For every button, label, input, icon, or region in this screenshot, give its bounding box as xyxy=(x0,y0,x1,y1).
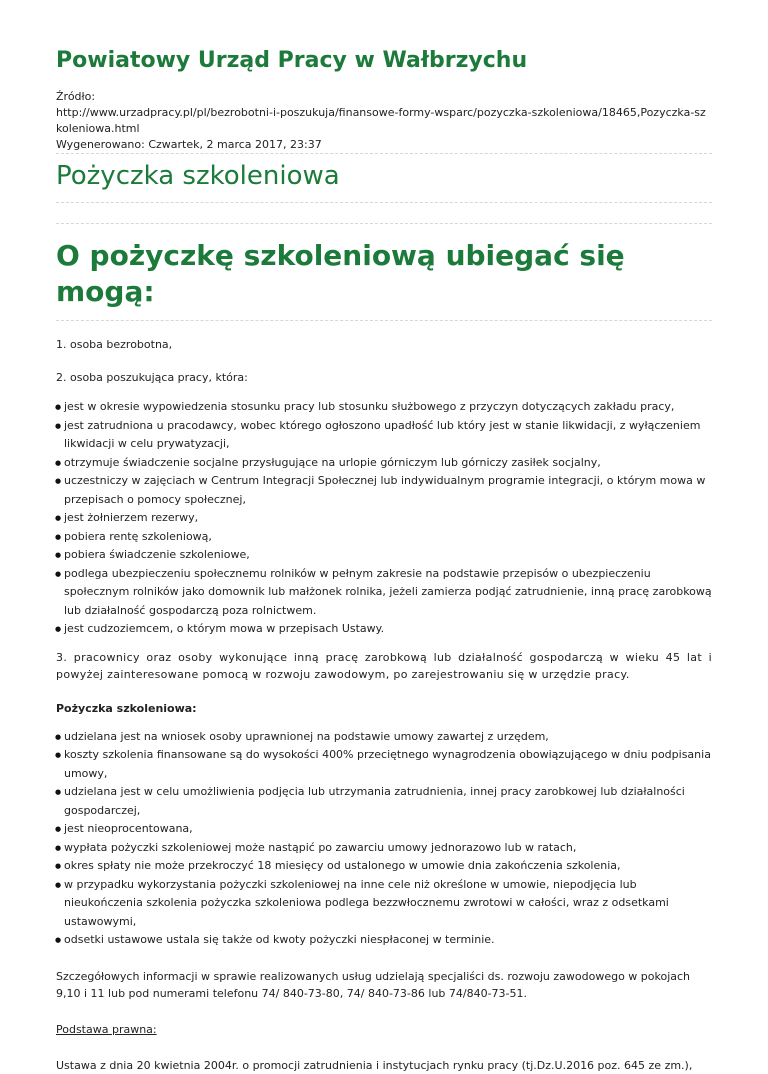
list-item: ● uczestniczy w zajęciach w Centrum Integracji Społecznej lub indywidualnym programie integracji, o którym mowa w przepisach o pomocy społecznej, xyxy=(56,472,712,509)
job-seeker-conditions-list xyxy=(56,398,712,639)
list-item: ● podlega ubezpieczeniu społecznemu rolników w pełnym zakresie na podstawie przepisów o ubezpieczeniu społecznym rolników jako domownik lub małżonek rolnika, jeżeli zamierza podjąć zatrudnienie, inną pracę zarobkową lub działalność gospodarczą poza rolnictwem. xyxy=(56,565,712,621)
source-label: Źródło: xyxy=(56,90,96,104)
list-item: ● jest nieoprocentowana, xyxy=(56,820,712,839)
loan-terms-list xyxy=(56,728,712,950)
divider xyxy=(56,153,712,154)
source-url: http://www.urzadpracy.pl/pl/bezrobotni-i-poszukuja/finansowe-formy-wsparc/pozyczka-szkoleniowa/18465,Pozyczka-szkoleniowa.html xyxy=(56,106,706,136)
eligible-item-2: 2. osoba poszukująca pracy, która: xyxy=(56,371,248,385)
list-item: ● okres spłaty nie może przekroczyć 18 miesięcy od ustalonego w umowie dnia zakończenia szkolenia, xyxy=(56,857,712,876)
divider xyxy=(56,202,712,203)
article-title: Pożyczka szkoleniowa xyxy=(56,161,340,192)
list-item: ● jest w okresie wypowiedzenia stosunku pracy lub stosunku służbowego z przyczyn dotyczących zakładu pracy, xyxy=(56,398,712,417)
list-item: ● w przypadku wykorzystania pożyczki szkoleniowej na inne cele niż określone w umowie, niepodjęcia lub nieukończenia szkolenia pożyczka szkoleniowa podlega bezzwłocznemu zwrotowi w całości, wraz z odsetkami ustawowymi, xyxy=(56,876,712,932)
list-item: ● jest żołnierzem rezerwy, xyxy=(56,509,712,528)
eligible-item-3: 3. pracownicy oraz osoby wykonujące inną pracę zarobkową lub działalność gospodarczą w wieku 45 lat i powyżej zainteresowane pomocą w rozwoju zawodowym, po zarejestrowaniu się w urzędzie pracy. xyxy=(56,650,712,681)
list-item: ● jest zatrudniona u pracodawcy, wobec którego ogłoszono upadłość lub który jest w stanie likwidacji, z wyłączeniem likwidacji w celu prywatyzacji, xyxy=(56,417,712,454)
list-item: ● otrzymuje świadczenie socjalne przysługujące na urlopie górniczym lub górniczy zasiłek socjalny, xyxy=(56,454,712,473)
list-item: ● udzielana jest w celu umożliwienia podjęcia lub utrzymania zatrudnienia, innej pracy zarobkowej lub działalności gospodarczej, xyxy=(56,783,712,820)
list-item: ● pobiera rentę szkoleniową, xyxy=(56,528,712,547)
section-heading: O pożyczkę szkoleniową ubiegać się mogą: xyxy=(56,239,625,309)
site-title: Powiatowy Urząd Pracy w Wałbrzychu xyxy=(56,48,528,73)
list-item: ● koszty szkolenia finansowane są do wysokości 400% przeciętnego wynagrodzenia obowiązującego w dniu podpisania umowy, xyxy=(56,746,712,783)
list-item: ● udzielana jest na wniosek osoby uprawnionej na podstawie umowy zawartej z urzędem, xyxy=(56,728,712,747)
list-item: ● odsetki ustawowe ustala się także od kwoty pożyczki niespłaconej w terminie. xyxy=(56,931,712,950)
legal-basis-label: Podstawa prawna: xyxy=(56,1022,157,1036)
loan-label: Pożyczka szkoleniowa: xyxy=(56,701,197,715)
eligible-item-1: 1. osoba bezrobotna, xyxy=(56,338,173,352)
list-item: ● wypłata pożyczki szkoleniowej może nastąpić po zawarciu umowy jednorazowo lub w ratach, xyxy=(56,839,712,858)
legal-basis-text: Ustawa z dnia 20 kwietnia 2004r. o promocji zatrudnienia i instytucjach rynku pracy (tj.Dz.U.2016 poz. 645 ze zm.), xyxy=(56,1058,693,1072)
generated-date: Wygenerowano: Czwartek, 2 marca 2017, 23:37 xyxy=(56,138,322,152)
divider xyxy=(56,223,712,224)
document-meta xyxy=(56,89,712,153)
contact-info: Szczegółowych informacji w sprawie realizowanych usług udzielają specjaliści ds. rozwoju zawodowego w pokojach 9,10 i 11 lub pod numerami telefonu 74/ 840-73-80, 74/ 840-73-86 lub 74/840-73-51. xyxy=(56,969,691,1000)
list-item: ● jest cudzoziemcem, o którym mowa w przepisach Ustawy. xyxy=(56,620,712,639)
list-item: ● pobiera świadczenie szkoleniowe, xyxy=(56,546,712,565)
divider xyxy=(56,320,712,321)
